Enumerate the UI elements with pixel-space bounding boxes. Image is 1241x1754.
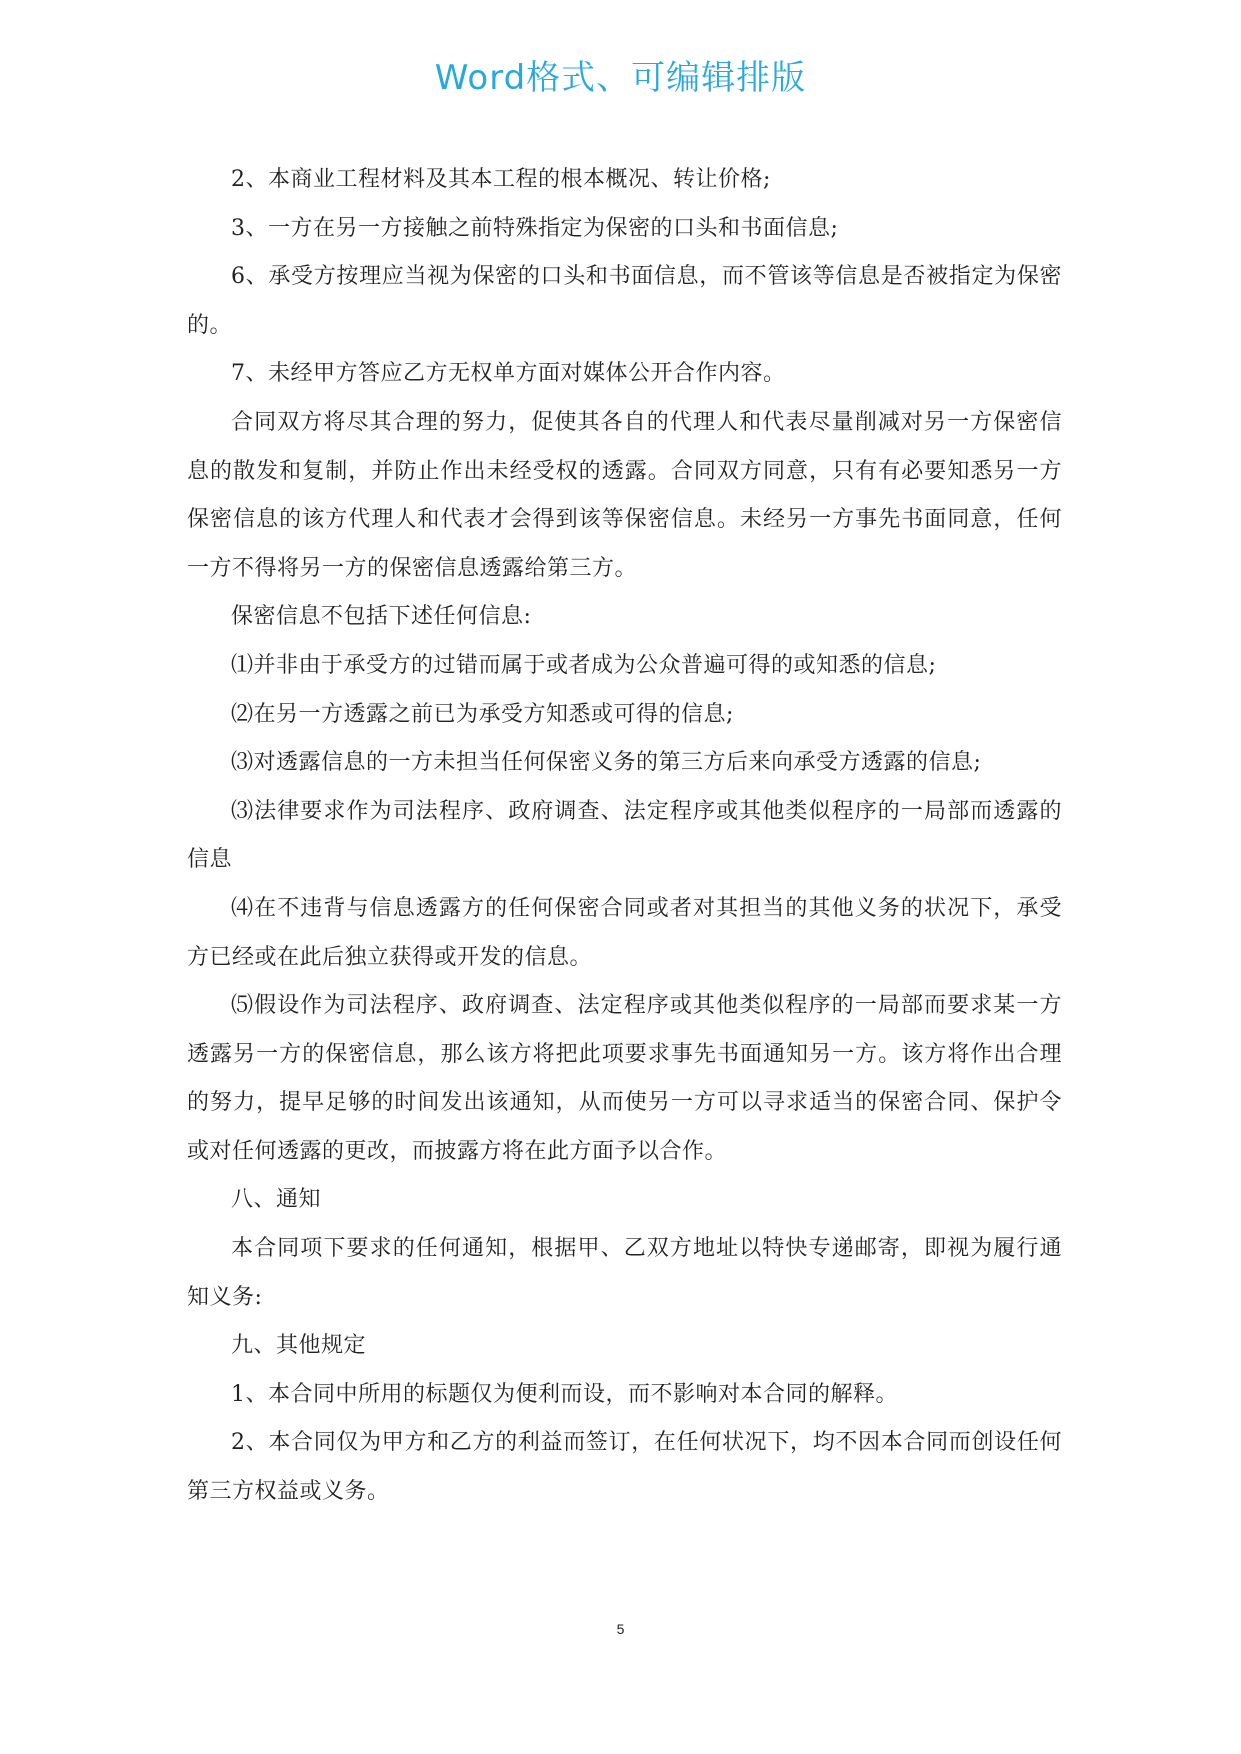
clause-2: 2、本商业工程材料及其本工程的根本概况、转让价格; [231, 167, 771, 192]
exclusions-intro: 保密信息不包括下述任何信息: [231, 604, 532, 630]
clause-7: 7、未经甲方答应乙方无权单方面对媒体公开合作内容。 [231, 361, 786, 387]
exclusion-item-3b: ⑶法律要求作为司法程序、政府调查、法定程序或其他类似程序的一局部而透露的信息 [187, 798, 1062, 873]
clause-6: 6、承受方按理应当视为保密的口头和书面信息，而不管该等信息是否被指定为保密的。 [187, 264, 1062, 338]
other-clause-1: 1、本合同中所用的标题仅为便利而设，而不影响对本合同的解释。 [231, 1381, 898, 1407]
exclusion-item-4: ⑷在不违背与信息透露方的任何保密合同或者对其担当的其他义务的状况下，承受方已经或在此后独立获得或开发的信息。 [187, 895, 1062, 970]
document-header-title: Word格式、可编辑排版 [434, 58, 807, 98]
exclusion-item-5: ⑸假设作为司法程序、政府调查、法定程序或其他类似程序的一局部而要求某一方透露另一方的保密信息，那么该方将把此项要求事先书面通知另一方。该方将作出合理的努力，提早足够的时间发出该通知，从而使另一方可以寻求适当的保密合同、保护令或对任何透露的更改，而披露方将在此方面予以合作。 [187, 993, 1062, 1164]
exclusion-item-2: ⑵在另一方透露之前已为承受方知悉或可得的信息; [231, 701, 734, 727]
page-number: 5 [616, 1621, 625, 1637]
section-heading-notice: 八、通知 [231, 1187, 322, 1213]
document-body [187, 156, 1062, 1517]
exclusion-item-1: ⑴并非由于承受方的过错而属于或者成为公众普遍可得的或知悉的信息; [231, 652, 937, 678]
exclusion-item-3: ⑶对透露信息的一方未担当任何保密义务的第三方后来向承受方透露的信息; [231, 750, 982, 776]
clause-3: 3、一方在另一方接触之前特殊指定为保密的口头和书面信息; [231, 215, 839, 241]
confidentiality-paragraph: 合同双方将尽其合理的努力，促使其各自的代理人和代表尽量削减对另一方保密信息的散发和复制，并防止作出未经受权的透露。合同双方同意，只有有必要知悉另一方保密信息的该方代理人和代表才会得到该等保密信息。未经另一方事先书面同意，任何一方不得将另一方的保密信息透露给第三方。 [187, 409, 1062, 581]
notice-paragraph: 本合同项下要求的任何通知，根据甲、乙双方地址以特快专递邮寄，即视为履行通知义务: [187, 1236, 1062, 1310]
other-clause-2: 2、本合同仅为甲方和乙方的利益而签订，在任何状况下，均不因本合同而创设任何第三方权益或义务。 [187, 1430, 1062, 1505]
section-heading-other: 九、其他规定 [231, 1333, 367, 1359]
